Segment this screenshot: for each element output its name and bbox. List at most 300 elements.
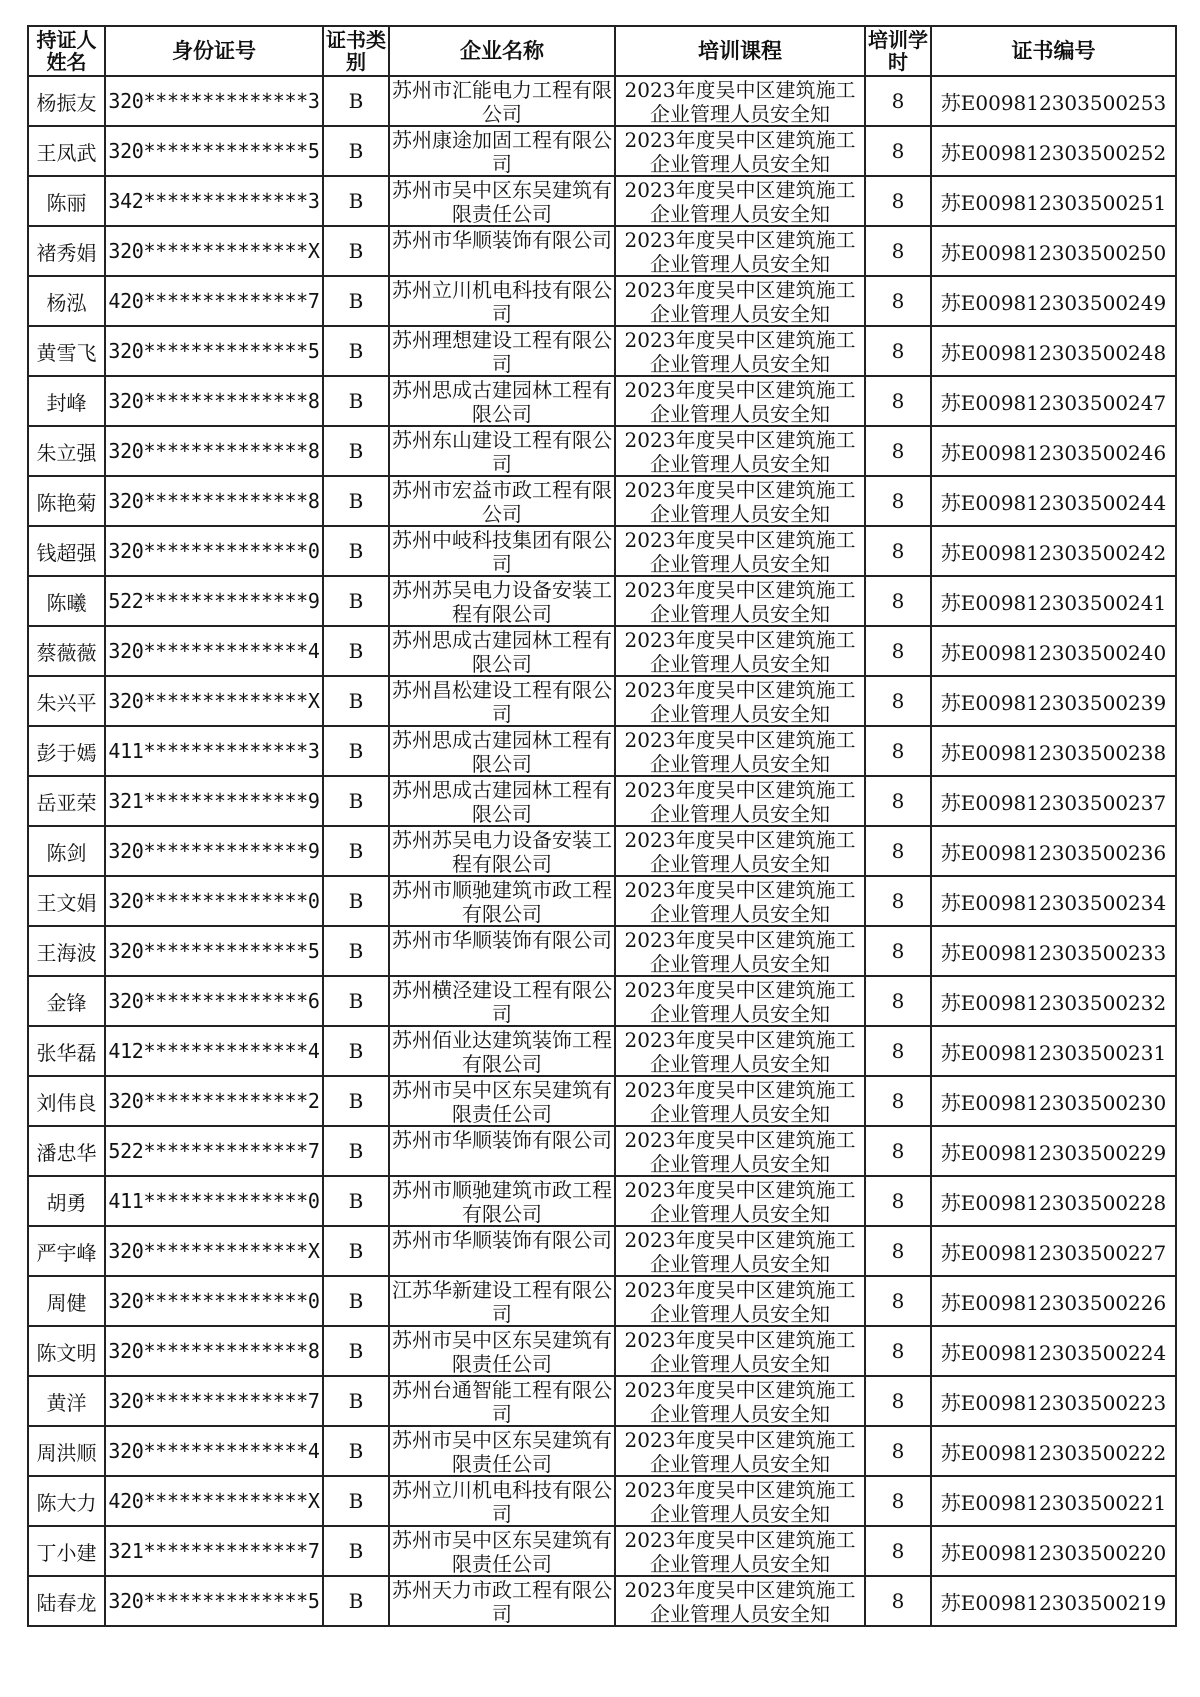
course-cell-text: 2023年度吴中区建筑施工企业管理人员安全知 (624, 478, 856, 525)
id-number-cell: 522**************9 (105, 576, 323, 626)
cert-class-cell: B (323, 676, 389, 726)
company-cell-text: 苏州市顺驰建筑市政工程有限公司 (392, 878, 612, 925)
holder-name-cell: 金锋 (28, 976, 105, 1026)
hours-cell: 8 (865, 1126, 931, 1176)
table-row (28, 726, 1176, 776)
cert-class-cell: B (323, 426, 389, 476)
cert-class-cell: B (323, 826, 389, 876)
cert-number-cell: 苏E009812303500247 (931, 376, 1176, 426)
cert-class-cell: B (323, 176, 389, 226)
cert-number-cell: 苏E009812303500242 (931, 526, 1176, 576)
hours-cell: 8 (865, 1176, 931, 1226)
table-row (28, 1576, 1176, 1626)
course-cell-text: 2023年度吴中区建筑施工企业管理人员安全知 (624, 1128, 856, 1175)
holder-name-cell: 陈剑 (28, 826, 105, 876)
hours-cell: 8 (865, 726, 931, 776)
cert-number-cell: 苏E009812303500219 (931, 1576, 1176, 1626)
company-cell (389, 1326, 615, 1376)
company-cell-text: 苏州市吴中区东吴建筑有限责任公司 (392, 1428, 612, 1475)
table-row (28, 226, 1176, 276)
cert-number-cell: 苏E009812303500238 (931, 726, 1176, 776)
course-cell (615, 526, 865, 576)
cert-class-cell: B (323, 1176, 389, 1226)
cert-class-cell: B (323, 1276, 389, 1326)
id-number-cell: 320**************6 (105, 976, 323, 1026)
course-cell (615, 326, 865, 376)
id-number-cell: 420**************X (105, 1476, 323, 1526)
table-row (28, 1226, 1176, 1276)
company-cell-text: 苏州市华顺装饰有限公司 (392, 928, 612, 952)
course-cell (615, 276, 865, 326)
holder-name-cell: 钱超强 (28, 526, 105, 576)
holder-name-cell: 陆春龙 (28, 1576, 105, 1626)
cert-number-cell: 苏E009812303500232 (931, 976, 1176, 1026)
course-cell (615, 676, 865, 726)
company-cell (389, 1276, 615, 1326)
course-cell (615, 1326, 865, 1376)
course-cell (615, 1076, 865, 1126)
hours-cell: 8 (865, 1376, 931, 1426)
cert-class-cell: B (323, 776, 389, 826)
course-cell (615, 226, 865, 276)
company-cell-text: 苏州立川机电科技有限公司 (392, 1478, 612, 1525)
holder-name-cell: 胡勇 (28, 1176, 105, 1226)
hours-cell: 8 (865, 826, 931, 876)
course-cell-text: 2023年度吴中区建筑施工企业管理人员安全知 (624, 928, 856, 975)
course-cell-text: 2023年度吴中区建筑施工企业管理人员安全知 (624, 428, 856, 475)
course-cell-text: 2023年度吴中区建筑施工企业管理人员安全知 (624, 78, 856, 125)
table-row (28, 376, 1176, 426)
course-cell-text: 2023年度吴中区建筑施工企业管理人员安全知 (624, 1178, 856, 1225)
course-cell (615, 826, 865, 876)
company-cell (389, 1176, 615, 1226)
holder-name-cell: 朱兴平 (28, 676, 105, 726)
hours-cell: 8 (865, 926, 931, 976)
company-cell-text: 苏州横泾建设工程有限公司 (392, 978, 612, 1025)
company-cell-text: 苏州思成古建园林工程有限公司 (392, 628, 612, 675)
company-cell (389, 376, 615, 426)
course-cell-text: 2023年度吴中区建筑施工企业管理人员安全知 (624, 1078, 856, 1125)
hours-cell: 8 (865, 76, 931, 126)
header-row (28, 26, 1176, 76)
company-cell (389, 1126, 615, 1176)
id-number-cell: 320**************5 (105, 126, 323, 176)
hours-cell: 8 (865, 676, 931, 726)
id-number-cell: 342**************3 (105, 176, 323, 226)
company-cell (389, 76, 615, 126)
course-cell-text: 2023年度吴中区建筑施工企业管理人员安全知 (624, 1028, 856, 1075)
id-number-cell: 320**************0 (105, 1276, 323, 1326)
course-cell (615, 1426, 865, 1476)
course-cell (615, 376, 865, 426)
id-number-cell: 411**************0 (105, 1176, 323, 1226)
id-number-cell: 320**************9 (105, 826, 323, 876)
company-cell-text: 苏州佰业达建筑装饰工程有限公司 (392, 1028, 612, 1075)
holder-name-cell: 潘忠华 (28, 1126, 105, 1176)
course-cell (615, 126, 865, 176)
hours-cell: 8 (865, 1226, 931, 1276)
company-cell (389, 426, 615, 476)
table-row (28, 1376, 1176, 1426)
holder-name-cell: 王文娟 (28, 876, 105, 926)
cert-number-cell: 苏E009812303500224 (931, 1326, 1176, 1376)
hours-cell: 8 (865, 376, 931, 426)
course-cell-text: 2023年度吴中区建筑施工企业管理人员安全知 (624, 828, 856, 875)
company-cell (389, 476, 615, 526)
course-cell (615, 1376, 865, 1426)
hours-cell: 8 (865, 526, 931, 576)
holder-name-cell: 黄雪飞 (28, 326, 105, 376)
table-row (28, 526, 1176, 576)
table-row (28, 1276, 1176, 1326)
table-row (28, 1126, 1176, 1176)
course-cell (615, 726, 865, 776)
company-cell-text: 苏州市顺驰建筑市政工程有限公司 (392, 1178, 612, 1225)
course-cell-text: 2023年度吴中区建筑施工企业管理人员安全知 (624, 778, 856, 825)
course-cell-text: 2023年度吴中区建筑施工企业管理人员安全知 (624, 1378, 856, 1425)
company-cell (389, 1376, 615, 1426)
id-number-cell: 320**************4 (105, 626, 323, 676)
header-company: 企业名称 (389, 26, 615, 76)
course-cell (615, 1526, 865, 1576)
company-cell-text: 苏州昌松建设工程有限公司 (392, 678, 612, 725)
table-body (28, 76, 1176, 1626)
holder-name-cell: 岳亚荣 (28, 776, 105, 826)
cert-class-cell: B (323, 926, 389, 976)
company-cell-text: 苏州市华顺装饰有限公司 (392, 1128, 612, 1152)
hours-cell: 8 (865, 476, 931, 526)
cert-number-cell: 苏E009812303500233 (931, 926, 1176, 976)
holder-name-cell: 杨振友 (28, 76, 105, 126)
holder-name-cell: 王海波 (28, 926, 105, 976)
table-row (28, 676, 1176, 726)
course-cell-text: 2023年度吴中区建筑施工企业管理人员安全知 (624, 1428, 856, 1475)
course-cell-text: 2023年度吴中区建筑施工企业管理人员安全知 (624, 328, 856, 375)
id-number-cell: 411**************3 (105, 726, 323, 776)
hours-cell: 8 (865, 226, 931, 276)
course-cell-text: 2023年度吴中区建筑施工企业管理人员安全知 (624, 178, 856, 225)
course-cell (615, 76, 865, 126)
company-cell-text: 苏州台通智能工程有限公司 (392, 1378, 612, 1425)
hours-cell: 8 (865, 1576, 931, 1626)
cert-number-cell: 苏E009812303500234 (931, 876, 1176, 926)
table-row (28, 976, 1176, 1026)
hours-cell: 8 (865, 776, 931, 826)
company-cell-text: 苏州市吴中区东吴建筑有限责任公司 (392, 1078, 612, 1125)
company-cell-text: 苏州思成古建园林工程有限公司 (392, 728, 612, 775)
cert-number-cell: 苏E009812303500226 (931, 1276, 1176, 1326)
hours-cell: 8 (865, 1476, 931, 1526)
cert-class-cell: B (323, 276, 389, 326)
company-cell-text: 苏州康途加固工程有限公司 (392, 128, 612, 175)
company-cell (389, 1576, 615, 1626)
company-cell-text: 苏州立川机电科技有限公司 (392, 278, 612, 325)
hours-cell: 8 (865, 126, 931, 176)
company-cell (389, 726, 615, 776)
company-cell (389, 126, 615, 176)
company-cell (389, 826, 615, 876)
holder-name-cell: 陈丽 (28, 176, 105, 226)
header-course: 培训课程 (615, 26, 865, 76)
cert-class-cell: B (323, 976, 389, 1026)
id-number-cell: 320**************5 (105, 326, 323, 376)
table-row (28, 176, 1176, 226)
header-hours: 培训学时 (865, 26, 931, 76)
cert-number-cell: 苏E009812303500229 (931, 1126, 1176, 1176)
cert-number-cell: 苏E009812303500253 (931, 76, 1176, 126)
cert-class-cell: B (323, 476, 389, 526)
cert-number-cell: 苏E009812303500220 (931, 1526, 1176, 1576)
company-cell-text: 苏州东山建设工程有限公司 (392, 428, 612, 475)
cert-number-cell: 苏E009812303500241 (931, 576, 1176, 626)
cert-class-cell: B (323, 1576, 389, 1626)
cert-class-cell: B (323, 326, 389, 376)
course-cell-text: 2023年度吴中区建筑施工企业管理人员安全知 (624, 528, 856, 575)
company-cell (389, 626, 615, 676)
table-row (28, 476, 1176, 526)
id-number-cell: 320**************2 (105, 1076, 323, 1126)
course-cell (615, 1126, 865, 1176)
company-cell (389, 576, 615, 626)
hours-cell: 8 (865, 426, 931, 476)
table-row (28, 1526, 1176, 1576)
hours-cell: 8 (865, 1426, 931, 1476)
company-cell (389, 1226, 615, 1276)
company-cell (389, 1076, 615, 1126)
holder-name-cell: 严宇峰 (28, 1226, 105, 1276)
cert-number-cell: 苏E009812303500239 (931, 676, 1176, 726)
company-cell (389, 676, 615, 726)
holder-name-cell: 王凤武 (28, 126, 105, 176)
cert-class-cell: B (323, 1476, 389, 1526)
id-number-cell: 320**************3 (105, 76, 323, 126)
id-number-cell: 320**************8 (105, 376, 323, 426)
company-cell-text: 苏州市吴中区东吴建筑有限责任公司 (392, 1328, 612, 1375)
id-number-cell: 320**************8 (105, 1326, 323, 1376)
table-row (28, 426, 1176, 476)
course-cell-text: 2023年度吴中区建筑施工企业管理人员安全知 (624, 1578, 856, 1625)
id-number-cell: 320**************X (105, 676, 323, 726)
hours-cell: 8 (865, 326, 931, 376)
header-cert-class: 证书类别 (323, 26, 389, 76)
cert-number-cell: 苏E009812303500250 (931, 226, 1176, 276)
course-cell-text: 2023年度吴中区建筑施工企业管理人员安全知 (624, 578, 856, 625)
course-cell (615, 176, 865, 226)
hours-cell: 8 (865, 1026, 931, 1076)
cert-class-cell: B (323, 1126, 389, 1176)
table-row (28, 326, 1176, 376)
cert-class-cell: B (323, 1026, 389, 1076)
cert-class-cell: B (323, 1376, 389, 1426)
cert-class-cell: B (323, 526, 389, 576)
course-cell (615, 1276, 865, 1326)
id-number-cell: 320**************7 (105, 1376, 323, 1426)
holder-name-cell: 陈艳菊 (28, 476, 105, 526)
course-cell-text: 2023年度吴中区建筑施工企业管理人员安全知 (624, 678, 856, 725)
hours-cell: 8 (865, 1326, 931, 1376)
cert-class-cell: B (323, 1076, 389, 1126)
company-cell (389, 276, 615, 326)
cert-number-cell: 苏E009812303500240 (931, 626, 1176, 676)
id-number-cell: 320**************0 (105, 526, 323, 576)
holder-name-cell: 陈文明 (28, 1326, 105, 1376)
holder-name-cell: 朱立强 (28, 426, 105, 476)
id-number-cell: 320**************0 (105, 876, 323, 926)
id-number-cell: 320**************8 (105, 476, 323, 526)
holder-name-cell: 张华磊 (28, 1026, 105, 1076)
id-number-cell: 320**************8 (105, 426, 323, 476)
company-cell-text: 江苏华新建设工程有限公司 (392, 1278, 612, 1325)
cert-class-cell: B (323, 376, 389, 426)
cert-number-cell: 苏E009812303500227 (931, 1226, 1176, 1276)
holder-name-cell: 刘伟良 (28, 1076, 105, 1126)
cert-class-cell: B (323, 1426, 389, 1476)
id-number-cell: 320**************5 (105, 1576, 323, 1626)
holder-name-cell: 周健 (28, 1276, 105, 1326)
holder-name-cell: 蔡薇薇 (28, 626, 105, 676)
cert-number-cell: 苏E009812303500252 (931, 126, 1176, 176)
company-cell (389, 876, 615, 926)
hours-cell: 8 (865, 1526, 931, 1576)
holder-name-cell: 丁小建 (28, 1526, 105, 1576)
course-cell-text: 2023年度吴中区建筑施工企业管理人员安全知 (624, 1328, 856, 1375)
company-cell (389, 176, 615, 226)
cert-number-cell: 苏E009812303500223 (931, 1376, 1176, 1426)
company-cell-text: 苏州市华顺装饰有限公司 (392, 1228, 612, 1252)
cert-number-cell: 苏E009812303500244 (931, 476, 1176, 526)
id-number-cell: 320**************4 (105, 1426, 323, 1476)
id-number-cell: 320**************5 (105, 926, 323, 976)
course-cell-text: 2023年度吴中区建筑施工企业管理人员安全知 (624, 978, 856, 1025)
course-cell (615, 976, 865, 1026)
course-cell (615, 876, 865, 926)
id-number-cell: 320**************X (105, 1226, 323, 1276)
cert-number-cell: 苏E009812303500237 (931, 776, 1176, 826)
course-cell-text: 2023年度吴中区建筑施工企业管理人员安全知 (624, 878, 856, 925)
table-row (28, 1076, 1176, 1126)
course-cell (615, 926, 865, 976)
cert-class-cell: B (323, 126, 389, 176)
cert-class-cell: B (323, 876, 389, 926)
hours-cell: 8 (865, 176, 931, 226)
course-cell-text: 2023年度吴中区建筑施工企业管理人员安全知 (624, 228, 856, 275)
cert-number-cell: 苏E009812303500222 (931, 1426, 1176, 1476)
table-row (28, 1426, 1176, 1476)
company-cell (389, 1026, 615, 1076)
course-cell-text: 2023年度吴中区建筑施工企业管理人员安全知 (624, 378, 856, 425)
holder-name-cell: 周洪顺 (28, 1426, 105, 1476)
company-cell-text: 苏州苏吴电力设备安装工程有限公司 (392, 828, 612, 875)
certificate-table (27, 25, 1177, 1627)
hours-cell: 8 (865, 576, 931, 626)
cert-number-cell: 苏E009812303500236 (931, 826, 1176, 876)
company-cell (389, 226, 615, 276)
cert-class-cell: B (323, 1226, 389, 1276)
hours-cell: 8 (865, 626, 931, 676)
course-cell (615, 426, 865, 476)
company-cell-text: 苏州天力市政工程有限公司 (392, 1578, 612, 1625)
company-cell (389, 1526, 615, 1576)
course-cell (615, 776, 865, 826)
company-cell (389, 926, 615, 976)
cert-number-cell: 苏E009812303500231 (931, 1026, 1176, 1076)
hours-cell: 8 (865, 976, 931, 1026)
id-number-cell: 522**************7 (105, 1126, 323, 1176)
holder-name-cell: 封峰 (28, 376, 105, 426)
table-row (28, 1476, 1176, 1526)
holder-name-cell: 陈曦 (28, 576, 105, 626)
header-holder-name: 持证人姓名 (28, 26, 105, 76)
table-row (28, 1326, 1176, 1376)
cert-number-cell: 苏E009812303500251 (931, 176, 1176, 226)
cert-class-cell: B (323, 626, 389, 676)
hours-cell: 8 (865, 276, 931, 326)
course-cell-text: 2023年度吴中区建筑施工企业管理人员安全知 (624, 1228, 856, 1275)
holder-name-cell: 彭于嫣 (28, 726, 105, 776)
company-cell-text: 苏州市宏益市政工程有限公司 (392, 478, 612, 525)
cert-class-cell: B (323, 76, 389, 126)
course-cell (615, 1176, 865, 1226)
table-row (28, 876, 1176, 926)
course-cell-text: 2023年度吴中区建筑施工企业管理人员安全知 (624, 728, 856, 775)
company-cell-text: 苏州市吴中区东吴建筑有限责任公司 (392, 178, 612, 225)
cert-number-cell: 苏E009812303500228 (931, 1176, 1176, 1226)
id-number-cell: 320**************X (105, 226, 323, 276)
id-number-cell: 321**************9 (105, 776, 323, 826)
course-cell-text: 2023年度吴中区建筑施工企业管理人员安全知 (624, 1478, 856, 1525)
cert-number-cell: 苏E009812303500248 (931, 326, 1176, 376)
table-row (28, 1026, 1176, 1076)
cert-class-cell: B (323, 576, 389, 626)
course-cell-text: 2023年度吴中区建筑施工企业管理人员安全知 (624, 1528, 856, 1575)
table-row (28, 926, 1176, 976)
company-cell (389, 1426, 615, 1476)
id-number-cell: 412**************4 (105, 1026, 323, 1076)
id-number-cell: 420**************7 (105, 276, 323, 326)
holder-name-cell: 杨泓 (28, 276, 105, 326)
company-cell (389, 326, 615, 376)
id-number-cell: 321**************7 (105, 1526, 323, 1576)
cert-number-cell: 苏E009812303500221 (931, 1476, 1176, 1526)
course-cell (615, 576, 865, 626)
course-cell-text: 2023年度吴中区建筑施工企业管理人员安全知 (624, 628, 856, 675)
course-cell (615, 1026, 865, 1076)
course-cell-text: 2023年度吴中区建筑施工企业管理人员安全知 (624, 128, 856, 175)
cert-number-cell: 苏E009812303500249 (931, 276, 1176, 326)
cert-number-cell: 苏E009812303500230 (931, 1076, 1176, 1126)
table-row (28, 76, 1176, 126)
company-cell-text: 苏州思成古建园林工程有限公司 (392, 378, 612, 425)
company-cell-text: 苏州中岐科技集团有限公司 (392, 528, 612, 575)
company-cell-text: 苏州理想建设工程有限公司 (392, 328, 612, 375)
cert-class-cell: B (323, 1326, 389, 1376)
course-cell-text: 2023年度吴中区建筑施工企业管理人员安全知 (624, 1278, 856, 1325)
cert-class-cell: B (323, 226, 389, 276)
cert-number-cell: 苏E009812303500246 (931, 426, 1176, 476)
header-cert-number: 证书编号 (931, 26, 1176, 76)
company-cell (389, 976, 615, 1026)
cert-class-cell: B (323, 1526, 389, 1576)
header-id-number: 身份证号 (105, 26, 323, 76)
company-cell (389, 776, 615, 826)
course-cell (615, 1226, 865, 1276)
holder-name-cell: 褚秀娟 (28, 226, 105, 276)
hours-cell: 8 (865, 1076, 931, 1126)
course-cell (615, 626, 865, 676)
table-row (28, 776, 1176, 826)
hours-cell: 8 (865, 876, 931, 926)
course-cell-text: 2023年度吴中区建筑施工企业管理人员安全知 (624, 278, 856, 325)
